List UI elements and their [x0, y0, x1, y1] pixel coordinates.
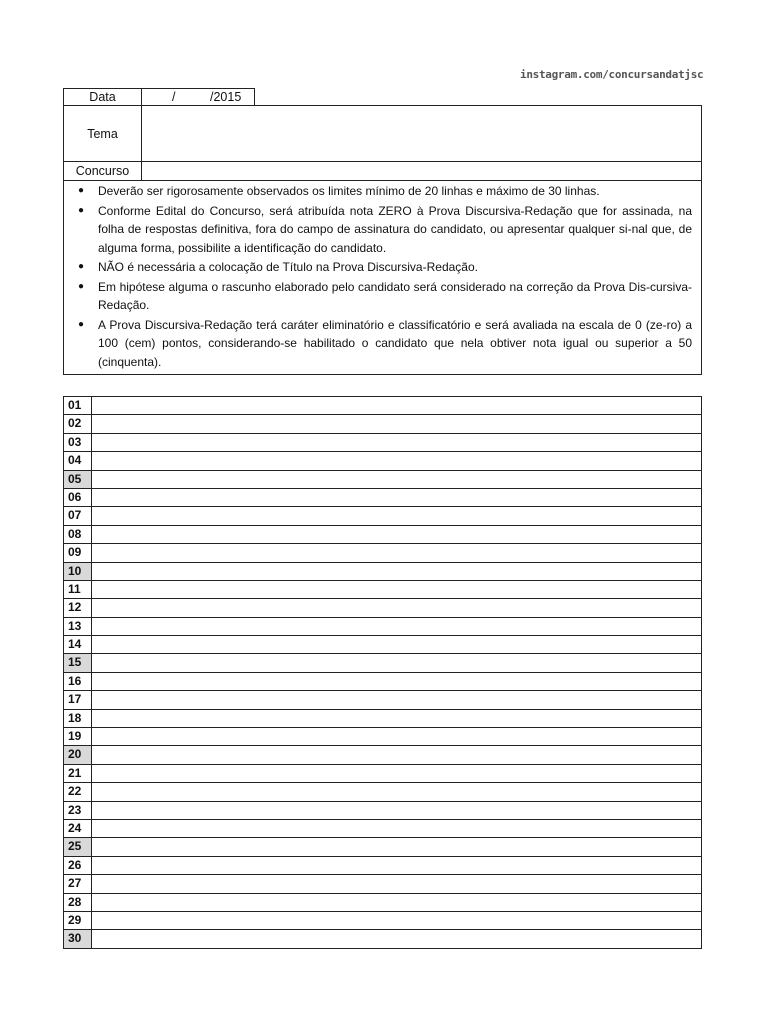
line-write-area[interactable]: [92, 581, 701, 598]
line-write-area[interactable]: [92, 912, 701, 929]
line-write-area[interactable]: [92, 728, 701, 745]
date-slash: /: [172, 90, 176, 104]
line-number: 04: [64, 452, 92, 469]
writing-line: [64, 563, 701, 581]
writing-line: [64, 434, 701, 452]
line-number: 12: [64, 599, 92, 616]
line-number: 30: [64, 930, 92, 947]
line-number: 03: [64, 434, 92, 451]
line-write-area[interactable]: [92, 654, 701, 671]
date-year: /2015: [210, 90, 242, 104]
tema-row: [64, 106, 701, 162]
line-number: 15: [64, 654, 92, 671]
writing-line: [64, 471, 701, 489]
line-write-area[interactable]: [92, 857, 701, 874]
rule-item: ● Conforme Edital do Concurso, será atribuída nota ZERO à Prova Discursiva-Redação que for assinada, na folha de respostas definitiva, fora do campo de assinatura do candidato, ou apresentar qualquer si-nal que, de alguma forma, possibilite a identificação do candidato.: [78, 203, 692, 255]
line-write-area[interactable]: [92, 526, 701, 543]
bullet-icon: ●: [78, 318, 85, 330]
line-number: 02: [64, 415, 92, 432]
line-number: 07: [64, 507, 92, 524]
writing-line: [64, 397, 701, 415]
line-number: 05: [64, 471, 92, 488]
line-number: 23: [64, 802, 92, 819]
writing-line: [64, 691, 701, 709]
writing-line: [64, 452, 701, 470]
writing-line: [64, 618, 701, 636]
line-number: 26: [64, 857, 92, 874]
rule-item: ● Deverão ser rigorosamente observados os limites mínimo de 20 linhas e máximo de 30 linhas.: [74, 182, 692, 201]
line-write-area[interactable]: [92, 710, 701, 727]
line-number: 18: [64, 710, 92, 727]
concurso-field[interactable]: [142, 161, 701, 180]
line-number: 29: [64, 912, 92, 929]
writing-line: [64, 838, 701, 856]
line-write-area[interactable]: [92, 544, 701, 561]
bullet-icon: ●: [78, 185, 85, 196]
line-write-area[interactable]: [92, 930, 701, 947]
line-write-area[interactable]: [92, 673, 701, 690]
line-write-area[interactable]: [92, 415, 701, 432]
bullet-icon: ●: [78, 204, 85, 216]
line-write-area[interactable]: [92, 434, 701, 451]
line-number: 24: [64, 820, 92, 837]
line-number: 14: [64, 636, 92, 653]
line-number: 09: [64, 544, 92, 561]
line-number: 06: [64, 489, 92, 506]
writing-line: [64, 599, 701, 617]
writing-line: [64, 489, 701, 507]
writing-line: [64, 802, 701, 820]
line-number: 17: [64, 691, 92, 708]
line-number: 16: [64, 673, 92, 690]
line-write-area[interactable]: [92, 802, 701, 819]
writing-line: [64, 526, 701, 544]
date-row: [63, 88, 255, 105]
line-write-area[interactable]: [92, 618, 701, 635]
line-write-area[interactable]: [92, 894, 701, 911]
writing-line: [64, 820, 701, 838]
bullet-icon: ●: [78, 261, 85, 272]
bullet-icon: ●: [78, 280, 85, 292]
writing-line: [64, 912, 701, 930]
line-number: 21: [64, 765, 92, 782]
writing-line: [64, 765, 701, 783]
line-write-area[interactable]: [92, 563, 701, 580]
line-write-area[interactable]: [92, 746, 701, 763]
tema-label: Tema: [64, 106, 142, 161]
date-label: Data: [64, 89, 142, 105]
writing-line: [64, 415, 701, 433]
line-write-area[interactable]: [92, 783, 701, 800]
line-write-area[interactable]: [92, 636, 701, 653]
writing-line: [64, 544, 701, 562]
rule-item: ● NÃO é necessária a colocação de Título na Prova Discursiva-Redação.: [74, 258, 692, 277]
writing-line: [64, 636, 701, 654]
rule-item: ● A Prova Discursiva-Redação terá caráter eliminatório e classificatório e será avaliada na escala de 0 (ze-ro) a 100 (cem) pontos, considerando-se habilitado o candidato que nela obtiver nota igual ou superior a 50 (cinquenta).: [78, 317, 692, 369]
instagram-handle: instagram.com/concursandatjsc: [520, 68, 704, 81]
line-number: 11: [64, 581, 92, 598]
line-number: 13: [64, 618, 92, 635]
line-write-area[interactable]: [92, 452, 701, 469]
line-number: 28: [64, 894, 92, 911]
line-number: 20: [64, 746, 92, 763]
line-write-area[interactable]: [92, 820, 701, 837]
writing-line: [64, 894, 701, 912]
writing-line: [64, 857, 701, 875]
line-write-area[interactable]: [92, 599, 701, 616]
line-write-area[interactable]: [92, 691, 701, 708]
line-write-area[interactable]: [92, 838, 701, 855]
line-write-area[interactable]: [92, 471, 701, 488]
line-number: 19: [64, 728, 92, 745]
line-number: 27: [64, 875, 92, 892]
line-number: 22: [64, 783, 92, 800]
line-write-area[interactable]: [92, 489, 701, 506]
line-number: 01: [64, 397, 92, 414]
line-write-area[interactable]: [92, 875, 701, 892]
writing-line: [64, 783, 701, 801]
writing-line: [64, 581, 701, 599]
line-write-area[interactable]: [92, 507, 701, 524]
writing-line: [64, 875, 701, 893]
date-field[interactable]: [142, 89, 254, 105]
line-write-area[interactable]: [92, 397, 701, 414]
writing-line: [64, 654, 701, 672]
writing-line: [64, 710, 701, 728]
tema-field[interactable]: [142, 106, 701, 161]
writing-lines: [63, 396, 702, 949]
concurso-row: [64, 161, 701, 181]
writing-line: [64, 728, 701, 746]
line-number: 10: [64, 563, 92, 580]
writing-line: [64, 507, 701, 525]
writing-line: [64, 746, 701, 764]
line-number: 25: [64, 838, 92, 855]
writing-line: [64, 673, 701, 691]
rules-list: [74, 182, 692, 372]
rule-item: ● Em hipótese alguma o rascunho elaborado pelo candidato será considerado na correção da Prova Dis-cursiva-Redação.: [78, 279, 692, 312]
line-number: 08: [64, 526, 92, 543]
concurso-label: Concurso: [64, 161, 142, 180]
line-write-area[interactable]: [92, 765, 701, 782]
header-box: [63, 105, 702, 375]
writing-line: [64, 930, 701, 948]
